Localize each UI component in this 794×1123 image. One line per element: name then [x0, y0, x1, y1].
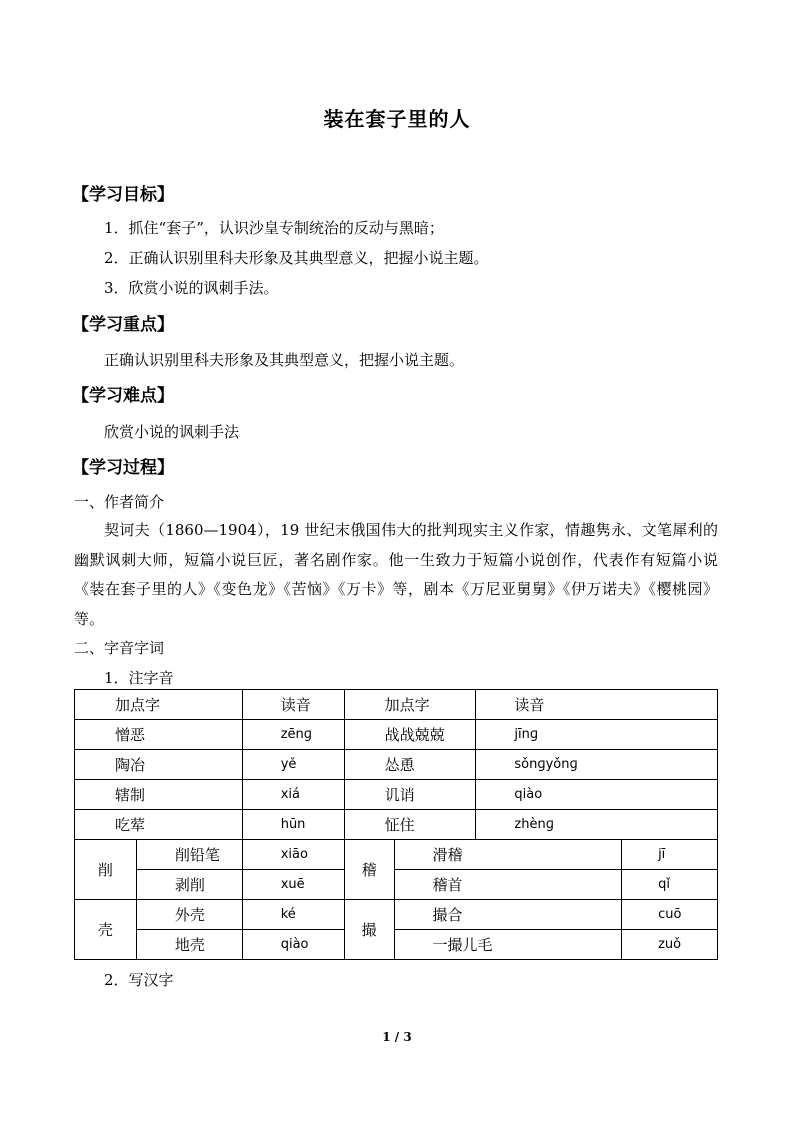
word-cell: 滑稽	[394, 840, 622, 870]
difficulty-text: 欣赏小说的讽刺手法	[104, 423, 240, 441]
pinyin-cell: sǒnɡyǒnɡ	[476, 750, 718, 780]
pronunciation-table	[74, 689, 718, 960]
page-number: 1 / 3	[382, 1030, 412, 1044]
table-row	[75, 870, 718, 900]
pinyin-cell: zhènɡ	[476, 810, 718, 840]
key-heading: 【学习重点】	[72, 315, 174, 335]
word-cell: 讥诮	[344, 780, 476, 810]
word-cell: 外壳	[136, 900, 242, 930]
key-text: 正确认识别里科夫形象及其典型意义，把握小说主题。	[104, 351, 465, 369]
goals-heading: 【学习目标】	[72, 185, 174, 205]
word-cell: 一撮儿毛	[394, 930, 622, 960]
word-cell: 陶冶	[75, 750, 243, 780]
pinyin-cell: jī	[622, 840, 718, 870]
word-cell: 辖制	[75, 780, 243, 810]
word-cell: 剥削	[136, 870, 242, 900]
word-cell: 撮合	[394, 900, 622, 930]
pinyin-cell: cuō	[622, 900, 718, 930]
pinyin-cell: hūn	[242, 810, 344, 840]
word-cell: 稽首	[394, 870, 622, 900]
word-cell: 削铅笔	[136, 840, 242, 870]
goal-item-3: 3．欣赏小说的讽刺手法。	[104, 279, 279, 297]
table-row	[75, 930, 718, 960]
pinyin-cell: qiào	[476, 780, 718, 810]
page-title: 装在套子里的人	[323, 107, 471, 131]
pinyin-cell: xuē	[242, 870, 344, 900]
table-header-row	[75, 690, 718, 720]
header-cell: 加点字	[75, 690, 243, 720]
process-heading: 【学习过程】	[72, 458, 174, 478]
write-characters-subheading: 2．写汉字	[104, 971, 174, 989]
table-row	[75, 780, 718, 810]
pinyin-cell: qǐ	[622, 870, 718, 900]
pinyin-cell: ké	[242, 900, 344, 930]
goal-item-1: 1．抓住“套子”，认识沙皇专制统治的反动与黑暗；	[104, 219, 444, 237]
pinyin-cell: xiāo	[242, 840, 344, 870]
word-cell: 地壳	[136, 930, 242, 960]
word-cell: 战战兢兢	[344, 720, 476, 750]
group-char-cell: 削	[75, 840, 137, 900]
table-row	[75, 810, 718, 840]
group-char-cell: 壳	[75, 900, 137, 960]
word-cell: 憎恶	[75, 720, 243, 750]
table-row	[75, 840, 718, 870]
author-paragraph: 契诃夫（1860—1904），19 世纪末俄国伟大的批判现实主义作家，情趣隽永、文笔犀利的幽默讽刺大师，短篇小说巨匠，著名剧作家。他一生致力于短篇小说创作，代表作有短篇小说《装在套子里的人》《变色龙》《苦恼》《万卡》等，剧本《万尼亚舅舅》《伊万诺夫》《樱桃园》等。	[74, 521, 718, 628]
pinyin-cell: zēnɡ	[242, 720, 344, 750]
pinyin-cell: jīnɡ	[476, 720, 718, 750]
header-cell: 加点字	[344, 690, 476, 720]
header-cell: 读音	[242, 690, 344, 720]
difficulty-heading: 【学习难点】	[72, 386, 174, 406]
pinyin-cell: zuǒ	[622, 930, 718, 960]
word-cell: 怂恿	[344, 750, 476, 780]
table-row	[75, 900, 718, 930]
words-heading: 二、字音字词	[74, 639, 165, 657]
table-row	[75, 750, 718, 780]
pronunciation-subheading: 1．注字音	[104, 669, 174, 687]
goal-item-2: 2．正确认识别里科夫形象及其典型意义，把握小说主题。	[104, 249, 489, 267]
pinyin-cell: xiá	[242, 780, 344, 810]
pinyin-cell: qiào	[242, 930, 344, 960]
pinyin-cell: yě	[242, 750, 344, 780]
word-cell: 吃荤	[75, 810, 243, 840]
group-char-cell: 撮	[344, 900, 394, 960]
author-heading: 一、作者简介	[74, 493, 165, 511]
group-char-cell: 稽	[344, 840, 394, 900]
word-cell: 怔住	[344, 810, 476, 840]
table-row	[75, 720, 718, 750]
header-cell: 读音	[476, 690, 718, 720]
